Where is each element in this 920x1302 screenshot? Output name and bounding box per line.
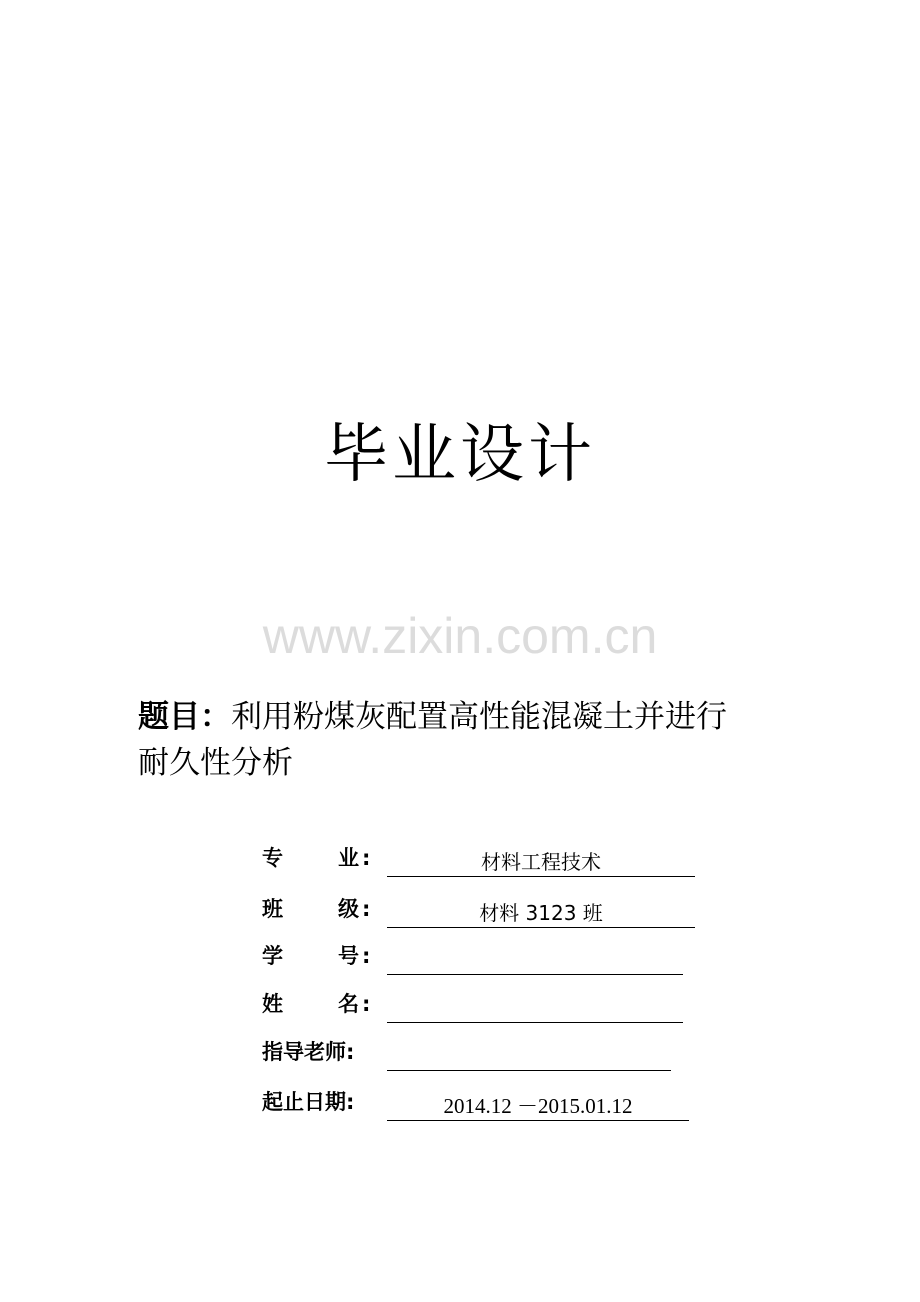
dates-field[interactable]: 2014.12 －2015.01.12: [387, 1092, 689, 1121]
topic-label: 题目：: [138, 699, 231, 735]
major-label-colon: :: [362, 846, 371, 870]
topic-line-2: 耐久性分析: [138, 745, 293, 781]
class-field[interactable]: 材料 3123 班: [387, 899, 695, 928]
student-id-label-char-2: 号: [338, 944, 359, 968]
document-title: 毕业设计: [324, 418, 596, 492]
class-label-char-2: 级: [338, 897, 359, 921]
student-id-field[interactable]: [387, 946, 683, 975]
student-id-label-colon: :: [362, 944, 371, 968]
major-label-char-2: 业: [338, 846, 359, 870]
name-field[interactable]: [387, 994, 683, 1023]
topic-block: [138, 694, 798, 786]
dates-row: [262, 1084, 742, 1120]
class-label-colon: :: [362, 897, 371, 921]
major-label-char-1: 专: [262, 846, 283, 870]
name-label-char-2: 名: [338, 992, 359, 1016]
name-label-colon: :: [362, 992, 371, 1016]
advisor-row: [262, 1034, 742, 1070]
major-field[interactable]: 材料工程技术: [387, 848, 695, 877]
dates-label: 起止日期:: [262, 1090, 355, 1114]
name-label-char-1: 姓: [262, 992, 283, 1016]
advisor-label: 指导老师:: [262, 1040, 355, 1064]
major-row: [262, 840, 742, 876]
advisor-field[interactable]: [387, 1042, 671, 1071]
topic-line-1: 利用粉煤灰配置高性能混凝土并进行: [231, 699, 727, 735]
watermark-text: www.zixin.com.cn: [262, 608, 658, 664]
student-id-label-char-1: 学: [262, 944, 283, 968]
name-row: [262, 986, 742, 1022]
student-id-row: [262, 938, 742, 974]
class-label-char-1: 班: [262, 897, 283, 921]
class-row: [262, 891, 742, 927]
